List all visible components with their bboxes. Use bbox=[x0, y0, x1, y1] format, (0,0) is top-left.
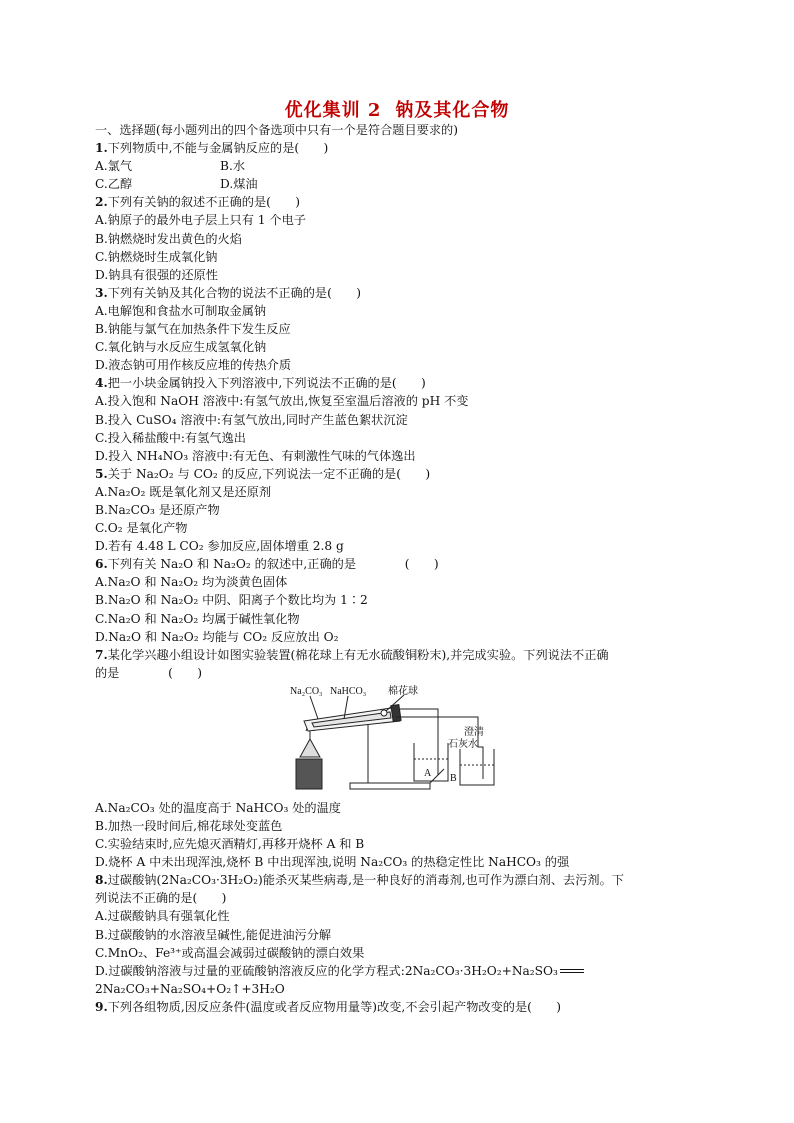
question-9 bbox=[95, 998, 705, 1016]
option-c: C.实验结束时,应先熄灭酒精灯,再移开烧杯 A 和 B bbox=[95, 837, 365, 852]
option-b: B.水 bbox=[220, 159, 246, 174]
question-4 bbox=[95, 374, 705, 392]
option-b: B.钠燃烧时发出黄色的火焰 bbox=[95, 231, 242, 246]
option-a: A.钠原子的最外电子层上只有 1 个电子 bbox=[95, 213, 306, 228]
question-3 bbox=[95, 284, 705, 302]
question-8 bbox=[95, 871, 705, 889]
question-number: 8. bbox=[95, 873, 108, 888]
block-support bbox=[296, 759, 322, 789]
section-heading: 一、选择题(每小题列出的四个备选项中只有一个是符合题目要求的) bbox=[95, 123, 458, 137]
leader-line bbox=[310, 696, 318, 719]
option-b: B.钠能与氯气在加热条件下发生反应 bbox=[95, 322, 291, 337]
option-d: D.若有 4.48 L CO₂ 参加反应,固体增重 2.8 g bbox=[95, 539, 344, 554]
question-7 bbox=[95, 646, 705, 664]
title-right: 钠及其化合物 bbox=[395, 100, 510, 121]
question-number: 1. bbox=[95, 141, 108, 156]
label-limewater-1: 澄清 bbox=[464, 726, 484, 738]
option-a: A.Na₂O 和 Na₂O₂ 均为淡黄色固体 bbox=[95, 575, 288, 590]
option-d: D.投入 NH₄NO₃ 溶液中:有无色、有刺激性气味的气体逸出 bbox=[95, 448, 416, 463]
question-number: 6. bbox=[95, 557, 108, 572]
option-a: A.氯气 bbox=[95, 159, 133, 174]
question-stem: 下列有关 Na₂O 和 Na₂O₂ 的叙述中,正确的是 ( ) bbox=[107, 557, 439, 572]
option-c: C.投入稀盐酸中:有氢气逸出 bbox=[95, 430, 246, 445]
beaker-b bbox=[460, 749, 494, 785]
option-a: A.过碳酸钠具有强氧化性 bbox=[95, 909, 230, 924]
question-number: 4. bbox=[95, 376, 108, 391]
question-stem: 下列各组物质,因反应条件(温度或者反应物用量等)改变,不会引起产物改变的是( ) bbox=[107, 999, 562, 1014]
question-number: 2. bbox=[95, 195, 108, 210]
question-stem: 下列有关钠及其化合物的说法不正确的是( ) bbox=[107, 285, 361, 300]
option-a: A.投入饱和 NaOH 溶液中:有氢气放出,恢复至室温后溶液的 pH 不变 bbox=[95, 394, 469, 409]
label-beaker-a: A bbox=[424, 767, 432, 779]
option-b: B.Na₂O 和 Na₂O₂ 中阴、阳离子个数比均为 1∶2 bbox=[95, 593, 368, 608]
option-d: D.煤油 bbox=[220, 177, 258, 192]
question-number: 9. bbox=[95, 999, 108, 1014]
question-stem: 某化学兴趣小组设计如图实验装置(棉花球上有无水硫酸铜粉末),并完成实验。下列说法不正确 bbox=[107, 647, 609, 662]
question-2 bbox=[95, 193, 705, 211]
option-a: A.电解饱和食盐水可制取金属钠 bbox=[95, 303, 267, 318]
stopper bbox=[391, 704, 401, 721]
question-number: 7. bbox=[95, 647, 108, 662]
options-row bbox=[95, 157, 705, 175]
question-stem-cont: 列说法不正确的是( ) bbox=[95, 891, 227, 906]
options-row bbox=[95, 175, 705, 193]
stand-base bbox=[350, 783, 430, 789]
label-nahco3: NaHCO₃ bbox=[330, 685, 367, 697]
label-cotton: 棉花球 bbox=[388, 685, 418, 697]
option-d: D.烧杯 A 中未出现浑浊,烧杯 B 中出现浑浊,说明 Na₂CO₃ 的热稳定性比 NaHCO₃ 的强 bbox=[95, 855, 570, 870]
option-d-equation: 2Na₂CO₃+Na₂SO₄+O₂↑+3H₂O bbox=[95, 981, 285, 996]
question-list bbox=[95, 121, 705, 1016]
label-beaker-b: B bbox=[450, 772, 457, 784]
option-a: A.Na₂O₂ 既是氧化剂又是还原剂 bbox=[95, 484, 272, 499]
apparatus-figure bbox=[95, 685, 705, 797]
question-number: 5. bbox=[95, 466, 108, 481]
question-1 bbox=[95, 139, 705, 157]
option-a: A.Na₂CO₃ 处的温度高于 NaHCO₃ 处的温度 bbox=[95, 800, 341, 815]
option-b: B.过碳酸钠的水溶液呈碱性,能促进油污分解 bbox=[95, 927, 332, 942]
option-b: B.加热一段时间后,棉花球处变蓝色 bbox=[95, 819, 283, 833]
option-c: C.氧化钠与水反应生成氢氧化钠 bbox=[95, 340, 267, 355]
option-d-text: D.过碳酸钠溶液与过量的亚硫酸钠溶液反应的化学方程式:2Na₂CO₃·3H₂O₂+Na₂SO₃ bbox=[95, 963, 558, 978]
label-limewater-2: 石灰水 bbox=[448, 738, 478, 750]
question-6 bbox=[95, 555, 705, 573]
option-b: B.Na₂CO₃ 是还原产物 bbox=[95, 502, 220, 517]
question-number: 3. bbox=[95, 285, 108, 300]
option-c: C.Na₂O 和 Na₂O₂ 均属于碱性氧化物 bbox=[95, 611, 300, 626]
delivery-tube-a bbox=[400, 709, 438, 775]
option-d: D.Na₂O 和 Na₂O₂ 均能与 CO₂ 反应放出 O₂ bbox=[95, 629, 339, 644]
question-stem: 下列有关钠的叙述不正确的是( ) bbox=[107, 195, 301, 210]
option-c: C.钠燃烧时生成氧化钠 bbox=[95, 249, 218, 264]
option-c: C.O₂ 是氧化产物 bbox=[95, 521, 188, 536]
option-c: C.MnO₂、Fe³⁺或高温会减弱过碳酸钠的漂白效果 bbox=[95, 945, 365, 960]
equals-sign bbox=[560, 969, 584, 973]
option-d: D.液态钠可用作核反应堆的传热介质 bbox=[95, 358, 292, 373]
option-c: C.乙醇 bbox=[95, 177, 133, 192]
question-stem: 把一小块金属钠投入下列溶液中,下列说法不正确的是( ) bbox=[107, 376, 426, 391]
option-d bbox=[95, 962, 705, 980]
question-5 bbox=[95, 465, 705, 483]
label-na2co3: Na₂CO₃ bbox=[290, 685, 323, 697]
option-d: D.钠具有很强的还原性 bbox=[95, 267, 218, 282]
page-title bbox=[0, 96, 794, 122]
alcohol-lamp bbox=[300, 739, 320, 757]
option-b: B.投入 CuSO₄ 溶液中:有氢气放出,同时产生蓝色絮状沉淀 bbox=[95, 412, 408, 427]
title-left: 优化集训 2 bbox=[284, 100, 382, 121]
question-stem: 下列物质中,不能与金属钠反应的是( ) bbox=[107, 141, 329, 156]
question-stem: 过碳酸钠(2Na₂CO₃·3H₂O₂)能杀灭某些病毒,是一种良好的消毒剂,也可作为漂白剂、去污剂。下 bbox=[107, 873, 624, 888]
question-stem: 关于 Na₂O₂ 与 CO₂ 的反应,下列说法一定不正确的是( ) bbox=[107, 466, 431, 481]
question-stem-cont: 的是 ( ) bbox=[95, 665, 203, 680]
experiment-apparatus-diagram bbox=[288, 685, 538, 797]
